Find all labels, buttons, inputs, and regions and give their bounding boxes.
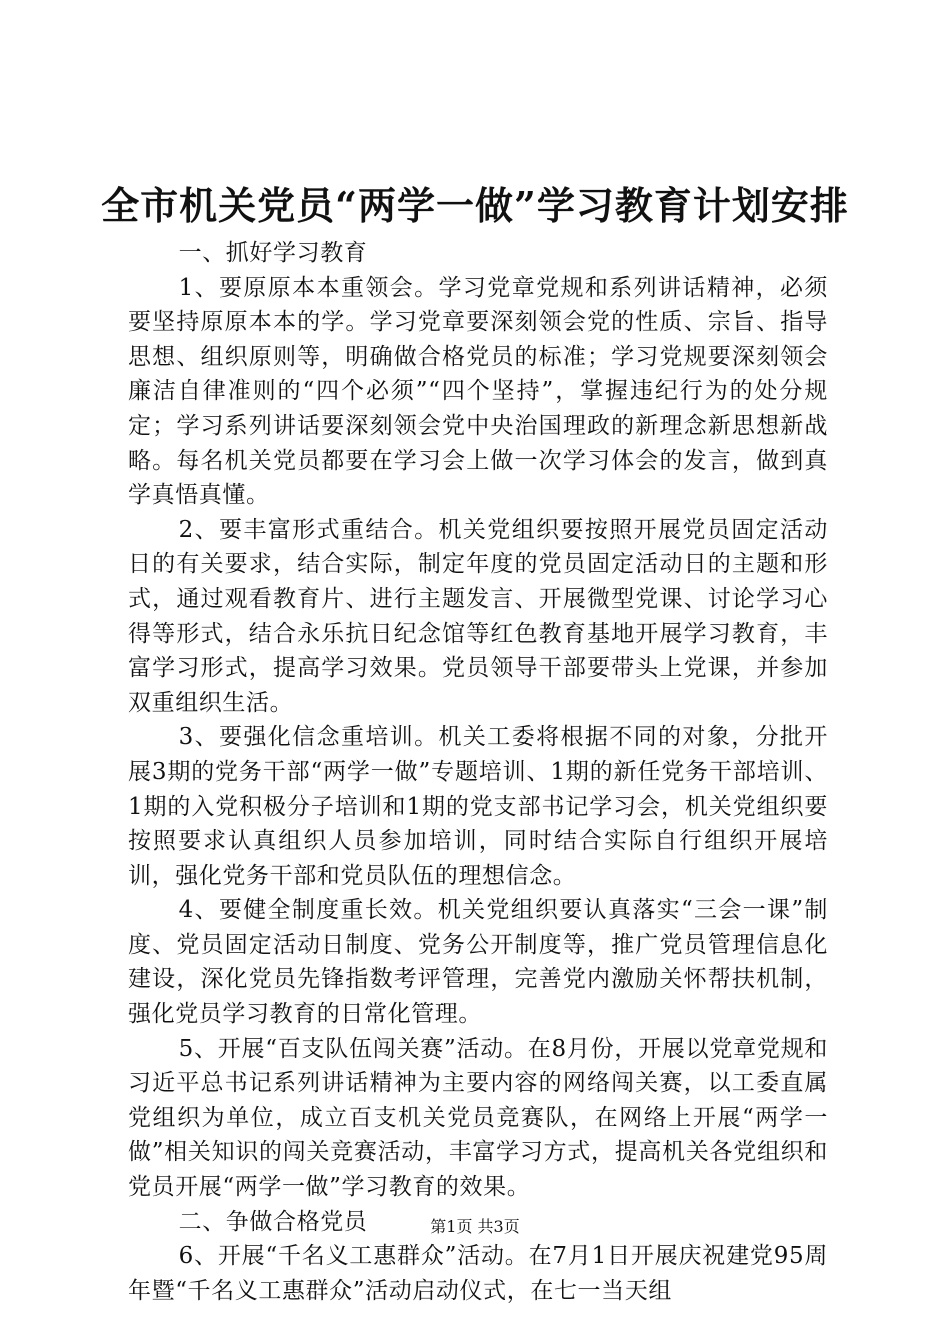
section-heading: 一、抓好学习教育: [178, 240, 368, 266]
document-title: 全市机关党员“两学一做”学习教育计划安排: [101, 183, 849, 228]
paragraph: 3、要强化信念重培训。机关工委将根据不同的对象，分批开展3期的党务干部“两学一做”专题培训、1期的新任党务干部培训、1期的入党积极分子培训和1期的党支部书记学习会，机关党组织要按照要求认真组织人员参加培训，同时结合实际自行组织开展培训，强化党务干部和党员队伍的理想信念。: [128, 724, 828, 889]
page-footer: 第1页 共3页: [430, 1217, 520, 1236]
section-heading: 二、争做合格党员: [178, 1208, 368, 1235]
paragraph: 1、要原原本本重领会。学习党章党规和系列讲话精神，必须要坚持原原本本的学。学习党章要深刻领会党的性质、宗旨、指导思想、组织原则等，明确做合格党员的标准；学习党规要深刻领会廉洁自律准则的“四个必须”“四个坚持”，掌握违纪行为的处分规定；学习系列讲话要深刻领会党中央治国理政的新理念新思想新战略。每名机关党员都要在学习会上做一次学习体会的发言，做到真学真悟真懂。: [128, 274, 828, 509]
paragraph: 2、要丰富形式重结合。机关党组织要按照开展党员固定活动日的有关要求，结合实际，制定年度的党员固定活动日的主题和形式，通过观看教育片、进行主题发言、开展微型党课、讨论学习心得等形式，结合永乐抗日纪念馆等红色教育基地开展学习教育，丰富学习形式，提高学习效果。党员领导干部要带头上党课，并参加双重组织生活。: [128, 516, 828, 716]
paragraph: 5、开展“百支队伍闯关赛”活动。在8月份，开展以党章党规和习近平总书记系列讲话精神为主要内容的网络闯关赛，以工委直属党组织为单位，成立百支机关党员竞赛队，在网络上开展“两学一做”相关知识的闯关竞赛活动，丰富学习方式，提高机关各党组织和党员开展“两学一做”学习教育的效果。: [128, 1035, 828, 1201]
paragraph: 6、开展“千名义工惠群众”活动。在7月1日开展庆祝建党95周年暨“千名义工惠群众”活动启动仪式，在七一当天组: [128, 1243, 828, 1304]
paragraph: 4、要健全制度重长效。机关党组织要认真落实“三会一课”制度、党员固定活动日制度、党务公开制度等，推广党员管理信息化建设，深化党员先锋指数考评管理，完善党内激励关怀帮扶机制，强化党员学习教育的日常化管理。: [128, 897, 828, 1028]
document-body: [128, 236, 828, 1308]
